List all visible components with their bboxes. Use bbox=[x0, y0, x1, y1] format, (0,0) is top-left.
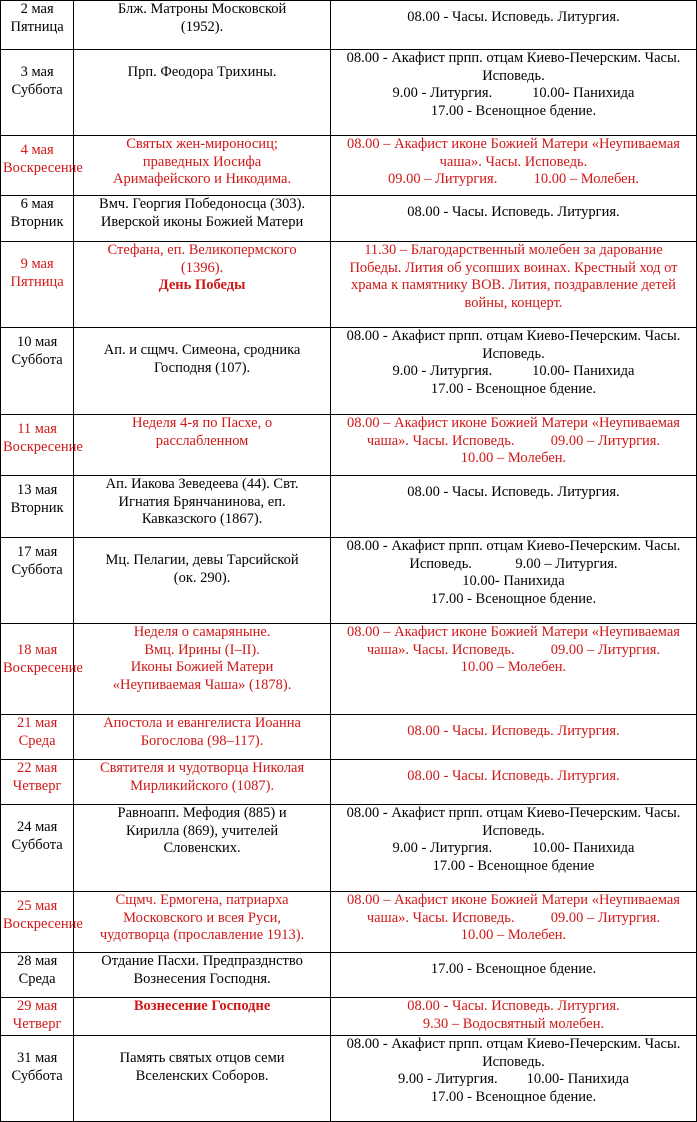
saint-line: расслабленном bbox=[155, 432, 249, 449]
saint-line: Кавказского (1867). bbox=[141, 511, 263, 528]
date-line: 29 мая bbox=[16, 998, 58, 1014]
service-line: 08.00 - Акафист прпп. отцам Киево-Печерским. Часы. bbox=[346, 1036, 681, 1052]
saint-line: Прп. Феодора Трихины. bbox=[127, 64, 277, 80]
date-line: Пятница bbox=[10, 273, 64, 290]
schedule-row bbox=[1, 538, 697, 624]
service-line: 10.00 – Молебен. bbox=[460, 659, 567, 676]
service-cell bbox=[330, 805, 696, 892]
saint-cell bbox=[74, 50, 331, 136]
saint-line: Апостола и евангелиста Иоанна bbox=[103, 715, 301, 731]
date-line: 2 мая bbox=[20, 1, 54, 17]
service-line: Исповедь. bbox=[482, 822, 545, 839]
service-line: 10.00- Панихида bbox=[462, 573, 565, 590]
date-cell bbox=[1, 136, 83, 196]
date-line: Среда bbox=[18, 970, 56, 987]
date-line: Вторник bbox=[10, 213, 64, 230]
service-cell bbox=[330, 1, 696, 50]
feast-title: Вознесение Господне bbox=[133, 998, 271, 1014]
date-line: Воскресение bbox=[3, 915, 83, 932]
saint-line: чудотворца (прославление 1913). bbox=[99, 927, 305, 944]
saint-line: Отдание Пасхи. Предпразднство bbox=[101, 953, 303, 969]
saint-cell bbox=[74, 1036, 331, 1122]
service-line: Победы. Лития об усопших воинах. Крестный ход от bbox=[349, 259, 678, 276]
date-line: 9 мая bbox=[20, 256, 54, 272]
service-line: чаша». Часы. Исповедь. bbox=[439, 153, 588, 170]
service-line: Исповедь. bbox=[482, 67, 545, 84]
saint-line: праведных Иосифа bbox=[142, 153, 262, 170]
date-cell bbox=[1, 892, 83, 953]
service-line: 17.00 - Всенощное бдение. bbox=[430, 380, 597, 397]
saint-cell bbox=[74, 415, 331, 476]
date-line: 3 мая bbox=[20, 64, 54, 80]
date-line: 6 мая bbox=[20, 196, 54, 212]
service-cell bbox=[330, 715, 696, 760]
schedule-row bbox=[1, 50, 697, 136]
date-line: 10 мая bbox=[16, 334, 58, 350]
saint-line: Мирликийского (1087). bbox=[130, 777, 275, 794]
schedule-row bbox=[1, 1, 697, 50]
date-cell bbox=[1, 998, 74, 1036]
saint-line: Вселенских Соборов. bbox=[135, 1067, 269, 1084]
saint-cell bbox=[74, 328, 331, 415]
service-line: 08.00 - Акафист прпп. отцам Киево-Печерским. Часы. bbox=[346, 328, 681, 344]
date-cell bbox=[1, 953, 74, 998]
saint-line: Аримафейского и Никодима. bbox=[113, 171, 292, 188]
service-cell bbox=[330, 415, 696, 476]
service-line: 09.00 – Литургия. 10.00 – Молебен. bbox=[387, 171, 639, 188]
saint-line: Неделя 4-я по Пасхе, о bbox=[132, 415, 273, 431]
date-line: Пятница bbox=[10, 18, 64, 35]
date-line: 28 мая bbox=[16, 953, 58, 969]
saint-line: Московского и всея Руси, bbox=[123, 909, 282, 926]
saint-line: Сщмч. Ермогена, патриарха bbox=[115, 892, 289, 908]
saint-line: Неделя о самаряныне. bbox=[133, 624, 271, 640]
service-line: 08.00 - Часы. Исповедь. Литургия. bbox=[407, 9, 620, 25]
saint-line: (ок. 290). bbox=[173, 569, 231, 586]
schedule-row bbox=[1, 892, 697, 953]
date-cell bbox=[1, 1, 74, 50]
service-line: 9.30 – Водосвятный молебен. bbox=[422, 1015, 605, 1032]
schedule-row bbox=[1, 953, 697, 998]
service-line: 08.00 - Часы. Исповедь. Литургия. bbox=[407, 768, 620, 784]
schedule-row bbox=[1, 805, 697, 892]
service-line: 08.00 - Часы. Исповедь. Литургия. bbox=[407, 998, 620, 1014]
service-line: храма к памятнику ВОВ. Лития, поздравление детей bbox=[351, 277, 676, 294]
saint-line: Блж. Матроны Московской bbox=[117, 1, 287, 17]
saint-cell bbox=[74, 538, 331, 624]
saint-cell bbox=[74, 242, 331, 328]
service-line: 08.00 – Акафист иконе Божией Матери «Неупиваемая bbox=[346, 624, 680, 640]
date-line: 21 мая bbox=[16, 715, 58, 731]
date-line: Четверг bbox=[12, 1015, 62, 1032]
saint-line: Святых жен-мироносиц; bbox=[126, 136, 278, 152]
service-line: войны, концерт. bbox=[464, 294, 563, 311]
saint-line: Господня (107). bbox=[153, 359, 251, 376]
date-line: Суббота bbox=[11, 836, 63, 853]
date-cell bbox=[1, 50, 74, 136]
date-line: 4 мая bbox=[20, 142, 54, 158]
service-line: 08.00 – Акафист иконе Божией Матери «Неупиваемая bbox=[346, 136, 680, 152]
date-cell bbox=[1, 805, 74, 892]
schedule-row bbox=[1, 624, 697, 715]
service-cell bbox=[330, 50, 696, 136]
saint-cell bbox=[74, 476, 331, 538]
date-cell bbox=[1, 328, 74, 415]
service-line: Исповедь. bbox=[482, 1053, 545, 1070]
service-cell bbox=[330, 953, 696, 998]
schedule-body bbox=[1, 1, 697, 1122]
date-line: 11 мая bbox=[17, 421, 57, 437]
saint-cell bbox=[74, 196, 331, 242]
service-line: 10.00 – Молебен. bbox=[460, 927, 567, 944]
service-line: чаша». Часы. Исповедь. 09.00 – Литургия. bbox=[366, 432, 661, 449]
service-line: 08.00 - Часы. Исповедь. Литургия. bbox=[407, 484, 620, 500]
service-line: 17.00 - Всенощное бдение. bbox=[430, 102, 597, 119]
date-cell bbox=[1, 760, 74, 805]
service-line: 9.00 - Литургия. 10.00- Панихида bbox=[392, 85, 635, 102]
date-cell bbox=[1, 538, 74, 624]
date-line: Суббота bbox=[11, 351, 63, 368]
date-cell bbox=[1, 196, 74, 242]
saint-line: Словенских. bbox=[163, 840, 241, 857]
saint-cell bbox=[74, 892, 331, 953]
schedule-row bbox=[1, 328, 697, 415]
service-cell bbox=[330, 136, 696, 196]
date-line: 13 мая bbox=[16, 482, 58, 498]
service-line: 08.00 - Часы. Исповедь. Литургия. bbox=[407, 204, 620, 220]
date-line: Суббота bbox=[11, 81, 63, 98]
saint-line: «Неупиваемая Чаша» (1878). bbox=[112, 676, 292, 693]
saint-line: Вознесения Господня. bbox=[133, 970, 271, 987]
service-line: 08.00 – Акафист иконе Божией Матери «Неупиваемая bbox=[346, 892, 680, 908]
date-cell bbox=[1, 715, 74, 760]
saint-line: Святителя и чудотворца Николая bbox=[99, 760, 305, 776]
saint-line: (1396). bbox=[180, 259, 224, 276]
saint-cell bbox=[74, 998, 331, 1036]
saint-line: Богослова (98–117). bbox=[140, 732, 264, 749]
date-line: Среда bbox=[18, 732, 56, 749]
schedule-row bbox=[1, 242, 697, 328]
date-line: Воскресение bbox=[3, 659, 83, 676]
date-line: 22 мая bbox=[16, 760, 58, 776]
service-cell bbox=[330, 624, 696, 715]
schedule-row bbox=[1, 1036, 697, 1122]
saint-line: Иконы Божией Матери bbox=[130, 659, 274, 676]
saint-line: Кирилла (869), учителей bbox=[126, 822, 279, 839]
service-line: чаша». Часы. Исповедь. 09.00 – Литургия. bbox=[366, 641, 661, 658]
date-cell bbox=[1, 476, 74, 538]
service-line: 08.00 - Акафист прпп. отцам Киево-Печерским. Часы. bbox=[346, 805, 681, 821]
saint-line: Игнатия Брянчанинова, еп. bbox=[118, 493, 286, 510]
service-cell bbox=[330, 760, 696, 805]
service-cell bbox=[330, 892, 696, 953]
schedule-row bbox=[1, 196, 697, 242]
date-cell bbox=[1, 1036, 74, 1122]
saint-cell bbox=[74, 715, 331, 760]
service-cell bbox=[330, 328, 696, 415]
service-line: чаша». Часы. Исповедь. 09.00 – Литургия. bbox=[366, 909, 661, 926]
date-line: 31 мая bbox=[16, 1050, 58, 1066]
schedule-row bbox=[1, 415, 697, 476]
saint-cell bbox=[74, 624, 331, 715]
saint-cell bbox=[74, 953, 331, 998]
service-line: 11.30 – Благодарственный молебен за дарование bbox=[364, 242, 663, 258]
schedule-row bbox=[1, 998, 697, 1036]
service-line: Исповедь. 9.00 – Литургия. bbox=[409, 555, 618, 572]
date-line: 24 мая bbox=[16, 819, 58, 835]
saint-line: Ап. и сщмч. Симеона, сродника bbox=[103, 342, 301, 358]
date-line: 18 мая bbox=[16, 642, 58, 658]
saint-line: Ап. Иакова Зеведеева (44). Свт. bbox=[105, 476, 299, 492]
saint-line: Вмц. Ирины (I–II). bbox=[144, 641, 260, 658]
service-line: 9.00 - Литургия. 10.00- Панихида bbox=[392, 363, 635, 380]
saint-line: (1952). bbox=[180, 18, 224, 35]
date-cell bbox=[1, 242, 74, 328]
service-line: 08.00 - Акафист прпп. отцам Киево-Печерским. Часы. bbox=[346, 538, 681, 554]
date-line: Воскресение bbox=[3, 438, 83, 455]
service-line: 08.00 - Часы. Исповедь. Литургия. bbox=[407, 723, 620, 739]
service-line: 17.00 - Всенощное бдение. bbox=[430, 1088, 597, 1105]
service-line: 9.00 - Литургия. 10.00- Панихида bbox=[397, 1071, 629, 1088]
service-cell bbox=[330, 242, 696, 328]
saint-line: Равноапп. Мефодия (885) и bbox=[117, 805, 287, 821]
service-cell bbox=[330, 476, 696, 538]
saint-cell bbox=[74, 1, 331, 50]
saint-cell bbox=[74, 805, 331, 892]
service-line: 17.00 - Всенощное бдение bbox=[432, 857, 595, 874]
schedule-row bbox=[1, 476, 697, 538]
saint-cell bbox=[74, 760, 331, 805]
saint-line: Стефана, еп. Великопермского bbox=[107, 242, 297, 258]
service-line: 08.00 – Акафист иконе Божией Матери «Неупиваемая bbox=[346, 415, 680, 431]
service-line: 08.00 - Акафист прпп. отцам Киево-Печерским. Часы. bbox=[346, 50, 681, 66]
saint-line: Память святых отцов семи bbox=[119, 1050, 285, 1066]
date-cell bbox=[1, 415, 83, 476]
schedule-row bbox=[1, 136, 697, 196]
date-line: Воскресение bbox=[3, 159, 83, 176]
feast-title: День Победы bbox=[158, 277, 246, 294]
service-line: 17.00 - Всенощное бдение. bbox=[430, 590, 597, 607]
saint-line: Мц. Пелагии, девы Тарсийской bbox=[105, 552, 299, 568]
service-line: 17.00 - Всенощное бдение. bbox=[430, 961, 597, 977]
date-line: 25 мая bbox=[16, 898, 58, 914]
schedule-row bbox=[1, 715, 697, 760]
schedule-row bbox=[1, 760, 697, 805]
date-cell bbox=[1, 624, 83, 715]
service-line: 9.00 - Литургия. 10.00- Панихида bbox=[392, 840, 635, 857]
date-line: Четверг bbox=[12, 777, 62, 794]
service-cell bbox=[330, 196, 696, 242]
service-cell bbox=[330, 1036, 696, 1122]
date-line: Суббота bbox=[11, 1067, 63, 1084]
date-line: 17 мая bbox=[16, 544, 58, 560]
service-cell bbox=[330, 998, 696, 1036]
service-cell bbox=[330, 538, 696, 624]
date-line: Суббота bbox=[11, 561, 63, 578]
saint-cell bbox=[74, 136, 331, 196]
saint-line: Иверской иконы Божией Матери bbox=[100, 213, 304, 230]
service-line: Исповедь. bbox=[482, 345, 545, 362]
date-line: Вторник bbox=[10, 499, 64, 516]
saint-line: Вмч. Георгия Победоносца (303). bbox=[99, 196, 306, 212]
service-line: 10.00 – Молебен. bbox=[460, 450, 567, 467]
